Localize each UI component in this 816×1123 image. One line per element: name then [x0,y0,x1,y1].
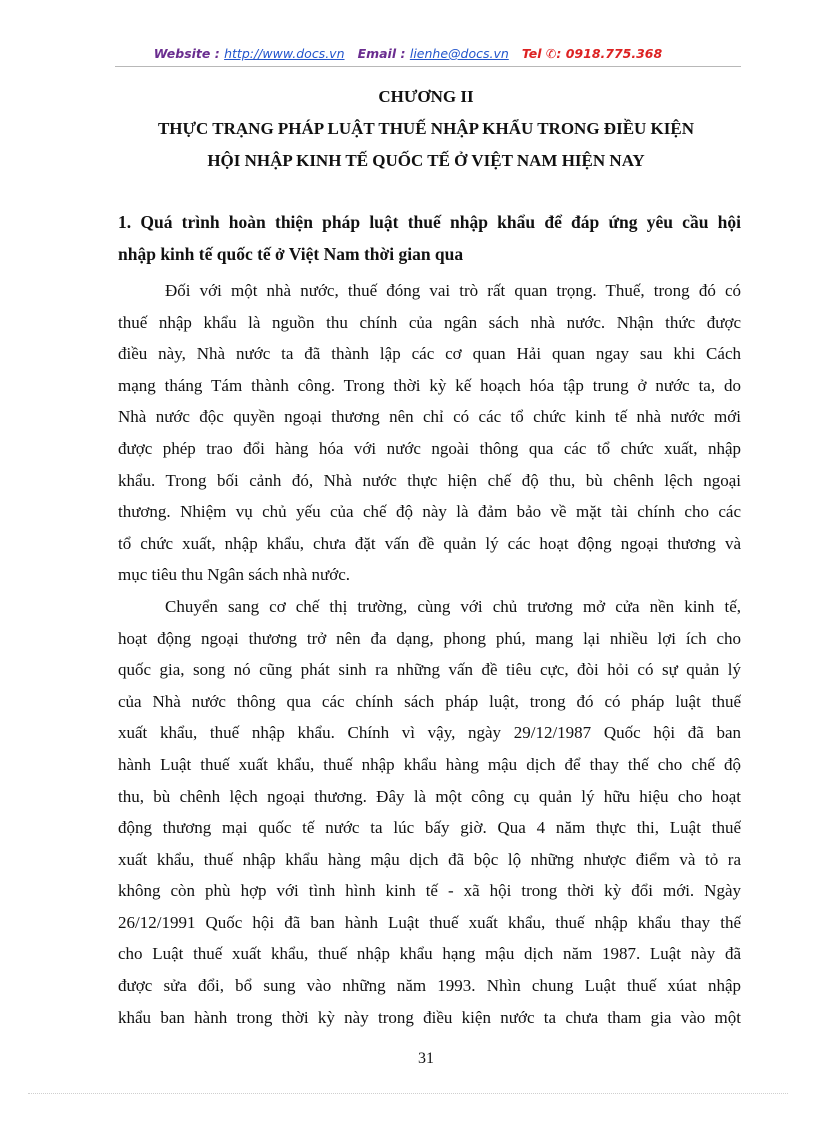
website-label: Website : [153,46,220,61]
section-heading-line-1: 1. Quá trình hoàn thiện pháp luật thuế nhập khẩu để đáp ứng yêu cầu hội [118,212,741,232]
body-line: 26/12/1991 Quốc hội đã ban hành Luật thuế xuất khẩu, thuế nhập khẩu thay thế [118,912,741,932]
body-line: không còn phù hợp với tình hình kinh tế - xã hội trong thời kỳ đổi mới. Ngày [118,881,741,901]
phone-icon: ✆ [545,46,557,61]
body-line: cho Luật thuế xuất khẩu, thuế nhập khẩu hạng mậu dịch năm 1987. Luật này đã [118,944,741,964]
body-line: hành Luật thuế xuất khẩu, thuế nhập khẩu hàng mậu dịch để thay thế cho chế độ [118,754,741,774]
chapter-title-line-1: THỰC TRẠNG PHÁP LUẬT THUẾ NHẬP KHẨU TRONG ĐIỀU KIỆN [157,119,695,138]
email-link[interactable]: lienhe@docs.vn [409,46,509,61]
body-line: được sửa đổi, bổ sung vào những năm 1993. Nhìn chung Luật thuế xúat nhập [118,976,741,996]
body-line: Nhà nước độc quyền ngoại thương nên chỉ có các tổ chức kinh tế nhà nước mới [118,407,741,427]
section-heading-line-2: nhập kinh tế quốc tế ở Việt Nam thời gian qua [118,243,464,264]
tel-number: : 0918.775.368 [556,46,663,61]
section-heading [118,207,741,270]
page-number: 31 [418,1050,434,1067]
body-line: điều này, Nhà nước ta đã thành lập các cơ quan Hải quan ngay sau khi Cách [118,344,741,364]
chapter-number: CHƯƠNG II [378,87,474,106]
header-divider [115,66,741,67]
body-line: Đối với một nhà nước, thuế đóng vai trò rất quan trọng. Thuế, trong đó có [165,281,741,300]
chapter-title-line-2: HỘI NHẬP KINH TẾ QUỐC TẾ Ở VIỆT NAM HIỆN NAY [207,151,645,170]
body-line: khẩu. Trong bối cảnh đó, Nhà nước thực hiện chế độ thu, bù chênh lệch ngoại [118,470,741,490]
body-line: Chuyển sang cơ chế thị trường, cùng với chủ trương mở cửa nền kinh tế, [165,596,741,616]
page-header [0,46,816,61]
body-line: được phép trao đổi hàng hóa với nước ngoài thông qua các tổ chức xuất, nhập [118,438,741,458]
tel-label: Tel [521,46,542,61]
body-line: thu, bù chênh lệch ngoại thương. Đây là một công cụ quản lý hữu hiệu cho hoạt [118,786,741,806]
body-line: xuất khẩu, thuế nhập khẩu. Chính vì vậy, ngày 29/12/1987 Quốc hội đã ban [118,723,741,743]
body-line: thuế nhập khẩu là nguồn thu chính của ngân sách nhà nước. Nhận thức được [118,312,741,332]
body-line: mục tiêu thu Ngân sách nhà nước. [118,565,351,585]
body-line: quốc gia, song nó cũng phát sinh ra những vấn đề tiêu cực, đòi hỏi có sự quản lý [118,660,741,680]
body-line: tổ chức xuất, nhập khẩu, chưa đặt vấn đề quản lý các hoạt động ngoại thương và [118,533,741,553]
page-bottom-divider [28,1093,788,1094]
body-line: khẩu ban hành trong thời kỳ này trong điều kiện nước ta chưa tham gia vào một [118,1007,741,1027]
body-line: của Nhà nước thông qua các chính sách pháp luật, trong đó có pháp luật thuế [118,691,741,711]
body-line: hoạt động ngoại thương trở nên đa dạng, phong phú, mang lại nhiều lợi ích cho [118,628,741,648]
website-link[interactable]: http://www.docs.vn [224,46,345,61]
body-line: mạng tháng Tám thành công. Trong thời kỳ kế hoạch hóa tập trung ở nước ta, do [118,375,741,395]
body-line: động thương mại quốc tế nước ta lúc bấy giờ. Qua 4 năm thực thi, Luật thuế [118,818,741,838]
body-line: xuất khẩu, thuế nhập khẩu hàng mậu dịch đã bộc lộ những nhược điểm và tỏ ra [118,849,741,869]
email-label: Email : [357,46,406,61]
body-text [118,275,741,1033]
body-line: thương. Nhiệm vụ chủ yếu của chế độ này là đảm bảo về mặt tài chính cho các [118,502,741,522]
